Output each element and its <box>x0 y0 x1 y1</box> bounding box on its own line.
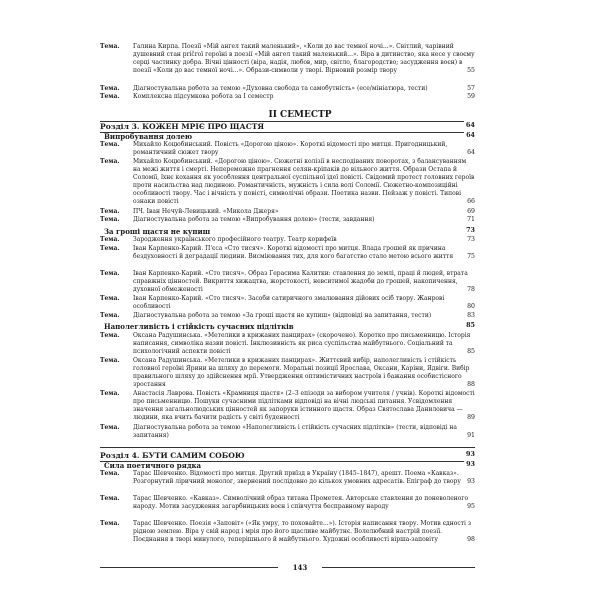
entry-text: Діагностувальна робота за темою «За гроші щастя не купиш» (відповіді на запитання, тести) <box>133 312 432 319</box>
entry-label: Тема. <box>100 332 120 339</box>
entry-page: 55 <box>467 67 475 75</box>
toc-entry <box>100 390 475 422</box>
section-heading <box>100 451 475 460</box>
entry-text: Діагностувальна робота за темою «Наполегливість і стійкість сучасних підлітків» (тести, відповіді на запитання) <box>133 424 457 440</box>
subsection-heading <box>104 322 475 331</box>
toc-entry <box>100 312 475 320</box>
entry-page: 83 <box>467 312 475 319</box>
entry-label: Тема. <box>100 141 120 148</box>
toc-entry <box>100 470 475 486</box>
toc-entry <box>100 208 475 216</box>
entry-page: 80 <box>467 303 475 311</box>
entry-page: 71 <box>467 216 475 223</box>
entry-page: 75 <box>467 253 475 261</box>
toc-entry <box>100 520 475 544</box>
entry-label: Тема. <box>100 357 120 364</box>
entry-label: Тема. <box>100 245 120 252</box>
toc-entry <box>100 141 475 157</box>
entry-page: 78 <box>467 286 475 294</box>
entry-text: Іван Карпенко-Карий. «Сто тисяч». Засоби сатиричного змалювання дійових осіб твору. Жанрові особливості <box>133 295 445 311</box>
toc-entry <box>100 245 475 261</box>
toc-entry <box>100 93 475 101</box>
entry-text: Галина Кирпа. Поезії «Мій ангел такий маленький», «Коли до вас темної ночі...». Світлий, чарівний душевний стан príčrої героїні в поезії «Мій ангел такий маленький...». Віра в дитинство, яка несе у своєму серці частинку добра. Вічні цінності (віра, надія, любов, мир, світло, благородство; засудження воєн) в поезії «Коли до вас темної ночі...». Образи-символи у творі. Вірновий розмір твору <box>133 43 475 75</box>
entry-text: Діагностувальна робота за темою «Випробування долею» (тести, завдання) <box>133 216 375 223</box>
entry-page: 93 <box>467 478 475 486</box>
toc-entry <box>100 216 475 224</box>
entry-text: Михайло Коцюбинський. Повість «Дорогою ціною». Короткі відомості про митця. Пригодницький, романтичний сюжет твору <box>133 141 448 157</box>
entry-label: Тема. <box>100 495 120 502</box>
entry-page: 69 <box>467 208 475 215</box>
entry-label: Тема. <box>100 236 120 243</box>
heading-page: 93 <box>466 460 475 468</box>
toc-entry <box>100 424 475 440</box>
heading-title: Випробування долею <box>104 132 193 141</box>
entry-page: 88 <box>467 381 475 389</box>
entry-label: Тема. <box>100 312 120 319</box>
entry-label: Тема. <box>100 93 120 100</box>
entry-page: 98 <box>467 536 475 544</box>
entry-text: Тарас Шевченко. Поезія «Заповіт» («Як умру, то поховайте...»). Історія написання твору. Мотив єдності з рідною землею. Віра у свій народ і мрія про його щасливе майбутнє. Волелюбний настрій поезії. Поєднання в творі минулого, теперішнього й майбутнього. Художні особливості вірша-заповіту <box>133 520 472 544</box>
entry-page: 95 <box>467 503 475 511</box>
entry-label: Тема. <box>100 216 120 223</box>
toc-entry <box>100 43 475 75</box>
divider <box>100 447 475 448</box>
entry-label: Тема. <box>100 295 120 302</box>
heading-title: Розділ 4. БУТИ САМИМ СОБОЮ <box>100 451 245 460</box>
entry-text: ПЧ. Іван Нечуй-Левицький. «Микола Джеря» <box>133 208 279 215</box>
heading-title: Розділ 3. КОЖЕН МРІЄ ПРО ЩАСТЯ <box>100 122 265 131</box>
heading-title: Наполегливість і стійкість сучасних підлітків <box>104 322 294 331</box>
subsection-heading <box>104 132 475 141</box>
toc-entry <box>100 332 475 356</box>
entry-label: Тема. <box>100 208 120 215</box>
footer-rule-right <box>322 567 475 568</box>
entry-page: 59 <box>467 93 475 100</box>
entry-label: Тема. <box>100 390 120 397</box>
toc-entry <box>100 495 475 511</box>
entry-text: Іван Карпенко-Карий. «Сто тисяч». Образ Герасима Калитки: ставлення до землі, праці й людей, втрата справжніх цінностей. Викриття хижацтва, жорстокості, невситимої жадоби до грошей, накопичення, духовної обмеженості <box>133 270 468 294</box>
toc-entry <box>100 295 475 311</box>
entry-page: 89 <box>467 414 475 422</box>
subsection-heading <box>104 227 475 236</box>
entry-label: Тема. <box>100 270 120 277</box>
entry-label: Тема. <box>100 85 120 92</box>
toc-entry <box>100 270 475 294</box>
heading-page: 85 <box>466 321 475 329</box>
entry-label: Тема. <box>100 43 120 50</box>
heading-title: Сила поетичного рядка <box>104 461 202 470</box>
heading-page: 93 <box>465 450 475 458</box>
footer-rule-left <box>100 567 278 568</box>
entry-text: Зародження українського професійного театру. Театр корифеїв <box>133 236 337 243</box>
heading-title: За гроші щастя не купиш <box>104 227 211 236</box>
heading-page: 73 <box>466 226 475 234</box>
page-number: 143 <box>292 563 308 572</box>
entry-text: Комплексна підсумкова робота за І семестр <box>133 93 274 100</box>
entry-page: 91 <box>467 432 475 440</box>
entry-text: Анастасія Лаврова. Повість «Крамниця щастя» (2–3 епізоди за вибором учителя / учнів). Короткі відомості про письменницю. Пошуки сучасними підлітками відповіді на вічні людські питання. Усвідомлення значення загальнолюдських цінностей як запоруки істинного щастя. Образ Святослава Даниловича — людини, яка вчить бачити радість у світі буденності <box>133 390 475 422</box>
entry-text: Іван Карпенко-Карий. П'єса «Сто тисяч». Короткі відомості про митця. Влада грошей як причина бездуховності й деградації людини. Висміювання тих, для кого багатство стало метою всього життя <box>133 245 454 261</box>
entry-page: 73 <box>467 236 475 243</box>
toc-entry <box>100 85 475 93</box>
entry-page: 64 <box>467 149 475 157</box>
entry-text: Тарас Шевченко. «Кавказ». Символічний образ титана Прометея. Авторське ставлення до поневоленого народу. Мотив засудження загарбницьких воєн і співчуття бесправному народу <box>133 495 469 511</box>
semester-heading: ІІ СЕМЕСТР <box>268 110 332 120</box>
heading-page: 64 <box>465 121 475 129</box>
entry-page: 57 <box>467 85 475 92</box>
entry-text: Діагностувальна робота за темою «Духовна свобода та самобутність» (есе/мініатюра, тести) <box>133 85 428 92</box>
entry-page: 66 <box>467 198 475 206</box>
entry-text: Тарас Шевченко. Відомості про митця. Другий приїзд в Україну (1845–1847), арешт. Поема «Кавказ». Розгорнутий ліричний монолог, звернений послідовно до кількох умовних адресатів. Епіграф до твору <box>133 470 461 486</box>
entry-text: Оксана Радушинська. «Метелики в крижаних панцирах». Життєвий вибір, наполегливість і стійкість головної героїні Ярини на шляху до перемоги. Моральні позиції Ярослава, Оксани, Каріни, Ядвіги. Вибір правильного шляху до здійснення мрії. Утвердження оптимістичних настроїв і бажання особистісного зростання <box>133 357 470 389</box>
entry-label: Тема. <box>100 520 120 527</box>
toc-entry <box>100 158 475 207</box>
entry-label: Тема. <box>100 158 120 165</box>
toc-entry <box>100 236 475 244</box>
entry-text: Михайло Коцюбинський. «Дорогою ціною». Сюжетні колізії в несподіваних поворотах, з балансуванням на межі життя і смерті. Непереможне прагнення селян-кріпаків до вільного життя. Образи Остапа й Соломії, їхнє кохання як уособлення центральної суспільної ідеї повісті. Свідомий протест головних героїв проти насильства над людиною. Романтичність, мужність і сила волі Соломії. Сюжетно-композиційні особливості твору. Час і вічність у повісті, символічні образи. Поетика назви. Пейзаж у повісті. Типові ознаки повісті <box>133 158 475 206</box>
entry-text: Оксана Радушинська. «Метелики в крижаних панцирах» (скорочено). Коротко про письменницю. Історія написання, символіка назви повісті. Інклюзивність як риса суспільства майбутнього. Соціальний та психологічний аспекти повісті <box>133 332 471 356</box>
entry-page: 85 <box>467 348 475 356</box>
subsection-heading <box>104 461 475 470</box>
section-heading <box>100 122 475 131</box>
entry-label: Тема. <box>100 424 120 431</box>
entry-label: Тема. <box>100 470 120 477</box>
heading-page: 64 <box>466 131 475 139</box>
toc-entry <box>100 357 475 389</box>
